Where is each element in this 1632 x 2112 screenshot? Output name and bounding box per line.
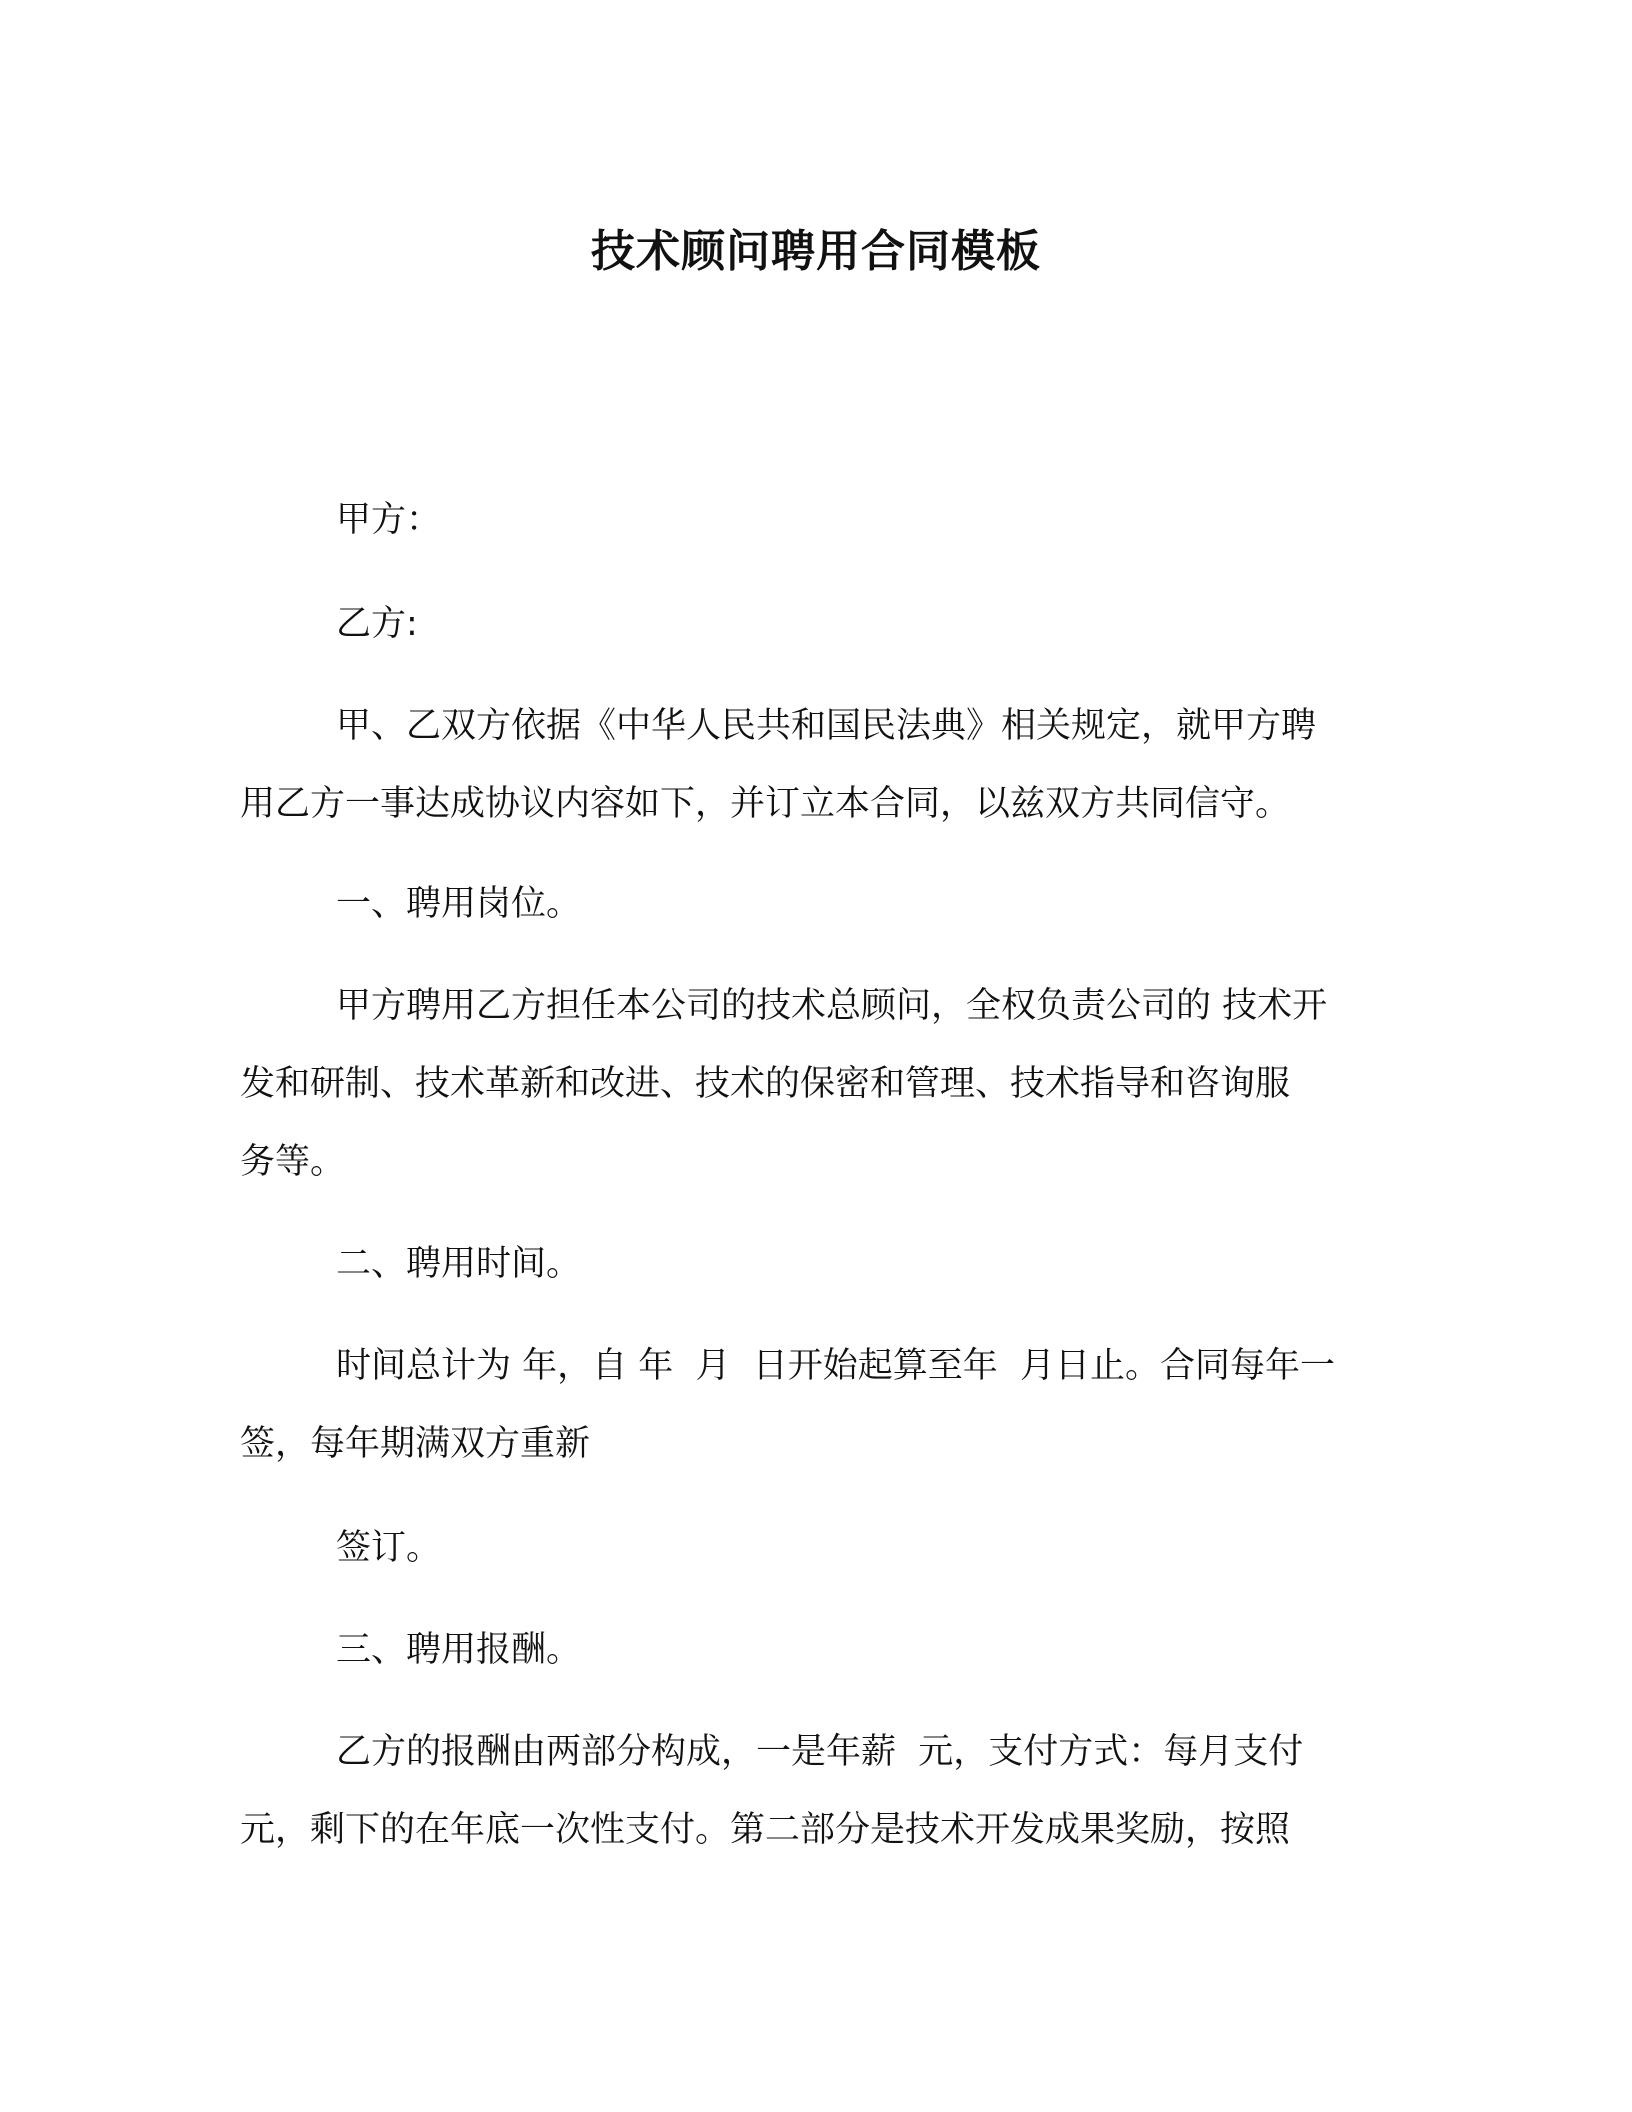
intro-paragraph-line-1: 甲、乙双方依据《中华人民共和国民法典》相关规定，就甲方聘 [336, 706, 1317, 746]
party-a-label: 甲方： [336, 500, 442, 540]
section-3-heading: 三、聘用报酬。 [336, 1630, 582, 1670]
section-1-line-3: 务等。 [240, 1142, 346, 1182]
section-1-line-1: 甲方聘用乙方担任本公司的技术总顾问，全权负责公司的 技术开 [336, 986, 1328, 1026]
section-2-line-2: 签，每年期满双方重新 [240, 1424, 591, 1464]
party-b-label: 乙方: [336, 604, 418, 644]
intro-paragraph-line-2: 用乙方一事达成协议内容如下，并订立本合同，以兹双方共同信守。 [240, 784, 1291, 824]
section-1-heading: 一、聘用岗位。 [336, 884, 582, 924]
section-2-line-1: 时间总计为 年，自 年 月 日开始起算至年 月日止。合同每年一 [336, 1346, 1336, 1386]
section-2-heading: 二、聘用时间。 [336, 1244, 582, 1284]
section-2-line-3: 签订。 [336, 1528, 442, 1568]
section-3-line-1: 乙方的报酬由两部分构成，一是年薪 元，支付方式：每月支付 [336, 1732, 1304, 1772]
document-title: 技术顾问聘用合同模板 [591, 226, 1041, 277]
section-3-line-2: 元，剩下的在年底一次性支付。第二部分是技术开发成果奖励，按照 [240, 1810, 1291, 1850]
section-1-line-2: 发和研制、技术革新和改进、技术的保密和管理、技术指导和咨询服 [240, 1064, 1291, 1104]
